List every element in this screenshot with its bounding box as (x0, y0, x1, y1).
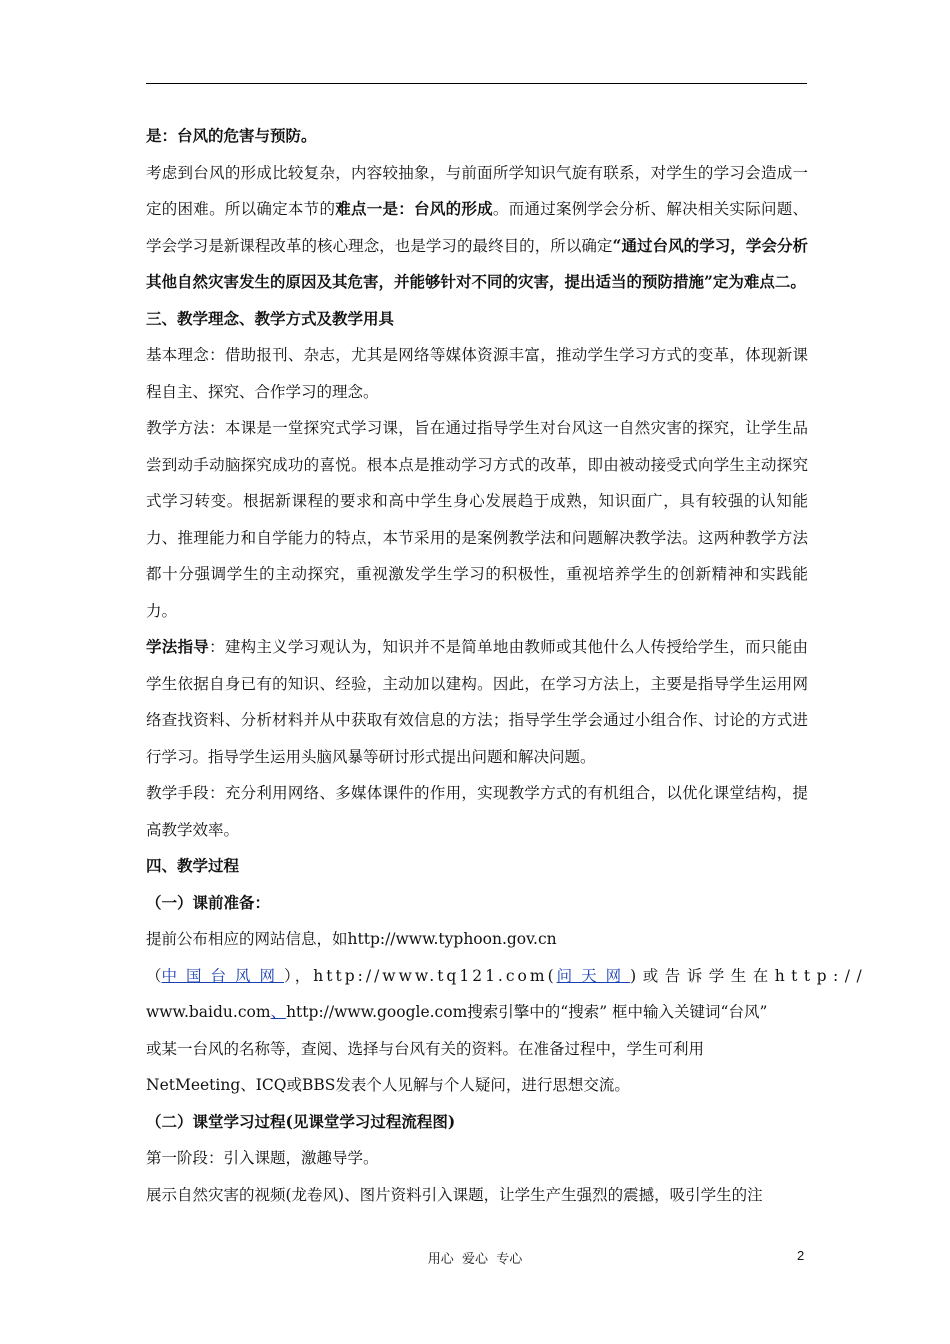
prep-line-2 (146, 958, 869, 995)
prep-line-5: NetMeeting、ICQ或BBS发表个人见解与个人疑问，进行思想交流。 (146, 1076, 630, 1094)
prep-line-1: 提前公布相应的网站信息，如http://www.typhoon.gov.cn (146, 930, 557, 948)
google-search-text: http://www.google.com搜索引擎中的“搜索” 框中输入关键词“台风” (286, 1003, 768, 1021)
difficulty-one: 难点一是：台风的形成 (335, 199, 493, 218)
paren-open: （ (146, 966, 162, 985)
difficulty-paragraph (146, 155, 808, 301)
separator-link[interactable]: 、 (270, 1003, 287, 1021)
section-three-heading: 三、教学理念、教学方式及教学用具 (146, 308, 395, 328)
study-guide-text: ：建构主义学习观认为，知识并不是简单地由教师或其他什么人传授给学生，而只能由学生依据自身已有的知识、经验，主动加以建构。因此，在学习方法上，主要是指导学生运用网络查找资料、分析材料并从中获取有效信息的方法；指导学生学会通过小组合作、讨论的方式进行学习。指导学生运用头脑风暴等研讨形式提出问题和解决问题。 (146, 638, 808, 766)
show-disaster-line: 展示自然灾害的视频(龙卷风)、图片资料引入课题，让学生产生强烈的震撼，吸引学生的注 (146, 1185, 763, 1204)
tell-students-text: )或告诉学生在http:// (630, 966, 869, 985)
tq121-url: ），http://www.tq121.com( (284, 966, 557, 985)
subsection-class-heading: （二）课堂学习过程(见课堂学习过程流程图) (146, 1111, 456, 1131)
prep-line-4: 或某一台风的名称等，查阅、选择与台风有关的资料。在准备过程中，学生可利用 (146, 1039, 705, 1058)
header-rule (146, 83, 807, 84)
study-guide-paragraph (146, 629, 808, 775)
subsection-prep-heading: （一）课前准备： (146, 892, 271, 912)
prep-line-3 (146, 994, 808, 1031)
baidu-url: www.baidu.com (146, 1003, 271, 1021)
typhoon-site-link[interactable]: 中国台风网 (161, 966, 285, 985)
difficulty-text-1: 考虑到台风的形成比较复杂，内容较抽象，与前面所学知识气旋有联系，对学生的学习会造成一定的困难。所以确定本节的 (146, 163, 808, 218)
key-point-line: 是：台风的危害与预防。 (146, 126, 317, 145)
wentian-link[interactable]: 问天网 (556, 966, 631, 985)
difficulty-two: “通过台风的学习，学会分析其他自然灾害发生的原因及其危害，并能够针对不同的灾害，提出适当的预防措施”定为难点二。 (146, 235, 808, 291)
teaching-method-paragraph: 教学方法：本课是一堂探究式学习课，旨在通过指导学生对台风这一自然灾害的探究，让学生品尝到动手动脑探究成功的喜悦。根本点是推动学习方式的改革，即由被动接受式向学生主动探究式学习转变。根据新课程的要求和高中学生身心发展趋于成熟，知识面广，具有较强的认知能力、推理能力和自学能力的特点，本节采用的是案例教学法和问题解决教学法。这两种教学方法都十分强调学生的主动探究，重视激发学生学习的积极性，重视培养学生的创新精神和实践能力。 (146, 419, 808, 620)
basic-concept-paragraph: 基本理念：借助报刊、杂志，尤其是网络等媒体资源丰富，推动学生学习方式的变革，体现新课程自主、探究、合作学习的理念。 (146, 346, 808, 401)
document-body (146, 118, 869, 1213)
difficulty-text-2: 。而通过案例学会分析、解决相关实际问题、学会学习是新课程改革的核心理念，也是学习的最终目的，所以确定 (146, 200, 808, 255)
study-guide-label: 学法指导 (146, 637, 210, 656)
stage-one-line: 第一阶段：引入课题，激趣导学。 (146, 1149, 379, 1167)
page-number: 2 (797, 1248, 805, 1263)
section-four-heading: 四、教学过程 (146, 856, 240, 875)
teaching-means-paragraph: 教学手段：充分利用网络、多媒体课件的作用，实现教学方式的有机组合，以优化课堂结构，提高教学效率。 (146, 784, 808, 839)
footer-motto: 用心 爱心 专心 (427, 1252, 523, 1267)
